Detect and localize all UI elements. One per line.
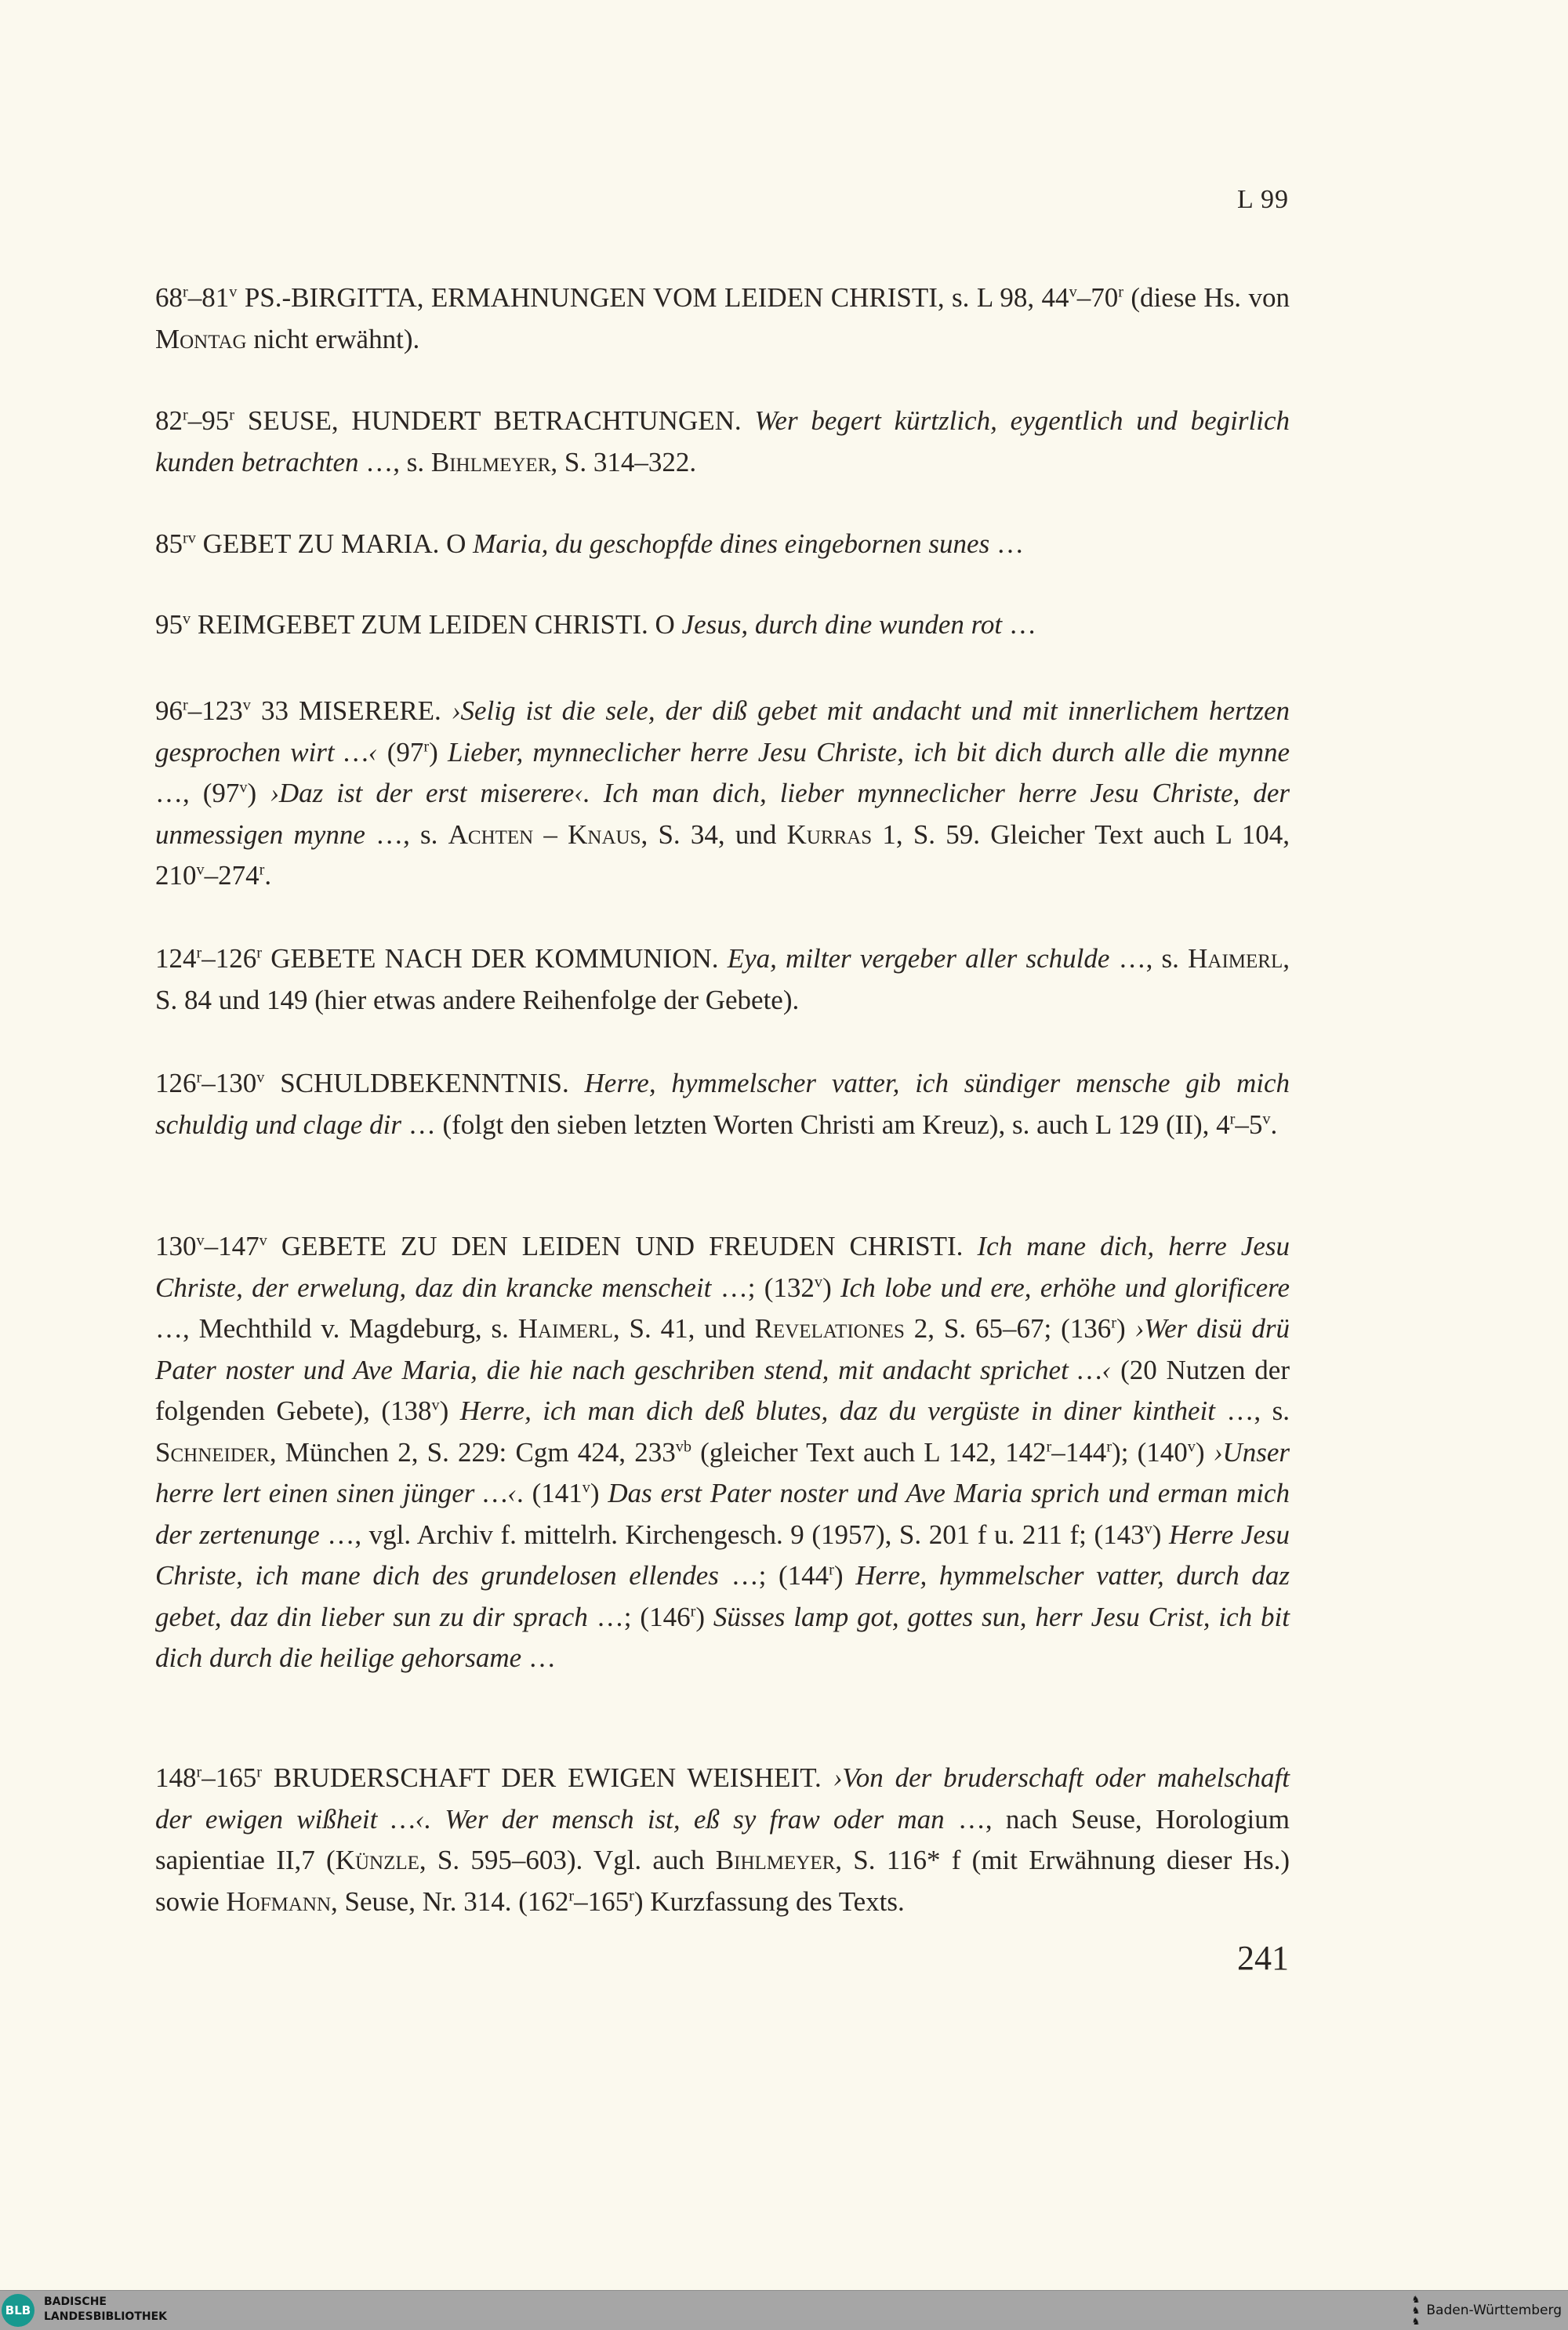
entry-text: , S. 116* f (mit Erwähnung dieser Hs.) sowie bbox=[155, 1845, 1290, 1917]
entry-text: , S. 41, und bbox=[612, 1313, 755, 1344]
entry-text: , Seuse, Nr. 314. (162 bbox=[331, 1885, 569, 1917]
folio-superscript: r bbox=[629, 1886, 634, 1904]
entry-text: SEUSE, HUNDERT BETRACHTUNGEN. bbox=[234, 405, 755, 436]
folio-superscript: v bbox=[196, 861, 205, 879]
entry-text: …; (132 bbox=[711, 1272, 815, 1303]
folio-superscript: r bbox=[196, 944, 202, 962]
entry-text: , S. 34, und bbox=[641, 818, 787, 850]
entry-text: …, vgl. Archiv f. mittelrh. Kirchengesch. 9 (1957), S. 201 f u. 211 f; (143 bbox=[319, 1519, 1145, 1550]
folio-superscript: v bbox=[1144, 1519, 1152, 1537]
entry-text: 96 bbox=[155, 695, 183, 726]
entry-text: ) bbox=[247, 778, 270, 808]
quoted-incipit: Jesus, durch dine wunden rot bbox=[681, 609, 1003, 640]
entry-text: …, (97 bbox=[155, 778, 240, 808]
entry-text: , München 2, S. 229: Cgm 424, 233 bbox=[269, 1436, 676, 1468]
catalog-entry bbox=[155, 938, 1290, 1021]
page-number: 241 bbox=[1237, 1939, 1289, 1977]
catalog-entry bbox=[155, 691, 1290, 897]
folio-superscript: r bbox=[183, 283, 188, 301]
entry-text: 85 bbox=[155, 528, 183, 559]
entry-text: SCHULDBEKENNTNIS. bbox=[264, 1068, 585, 1098]
entry-text: –130 bbox=[201, 1068, 257, 1098]
folio-superscript: v bbox=[239, 778, 248, 797]
entry-text: . (141 bbox=[517, 1478, 583, 1508]
folio-superscript: r bbox=[259, 861, 265, 879]
folio-superscript: r bbox=[183, 696, 188, 714]
author-reference: Bihlmeyer bbox=[715, 1845, 836, 1875]
folio-superscript: r bbox=[229, 406, 235, 424]
entry-text: 126 bbox=[155, 1068, 197, 1098]
folio-superscript: r bbox=[690, 1602, 696, 1620]
catalog-entry bbox=[155, 278, 1290, 360]
entry-text: ) bbox=[833, 1560, 856, 1591]
folio-superscript: r bbox=[196, 1069, 202, 1087]
author-reference: Hofmann bbox=[226, 1885, 332, 1917]
entry-text: 130 bbox=[155, 1231, 197, 1261]
entry-text: PS.-BIRGITTA, ERMAHNUNGEN VOM LEIDEN CHRISTI, s. L 98, 44 bbox=[237, 282, 1069, 313]
quoted-incipit: Herre, hymmelscher vatter, durch daz gebet, daz din lieber sun zu dir sprach bbox=[155, 1560, 1290, 1632]
entry-text: –70 bbox=[1076, 282, 1119, 313]
quoted-incipit: Herre Jesu Christe, ich mane dich des grundelosen ellendes bbox=[155, 1519, 1290, 1591]
entry-text: –123 bbox=[187, 695, 243, 726]
folio-superscript: r bbox=[568, 1886, 575, 1904]
entry-text: . bbox=[1270, 1109, 1278, 1140]
author-reference: Kurras bbox=[786, 818, 873, 850]
folio-superscript: r bbox=[1111, 1314, 1117, 1332]
entry-text: –5 bbox=[1235, 1109, 1263, 1140]
entry-text: ) bbox=[439, 1395, 460, 1426]
library-name[interactable] bbox=[44, 2295, 167, 2325]
folio-superscript: v bbox=[431, 1396, 440, 1414]
catalog-entry bbox=[155, 1063, 1290, 1145]
entry-text: …, s. bbox=[358, 446, 431, 477]
entry-text: (97 bbox=[377, 736, 424, 768]
entry-text: … bbox=[989, 528, 1024, 559]
entry-text: ) bbox=[695, 1601, 713, 1632]
folio-superscript: r bbox=[196, 1763, 202, 1781]
entry-text: GEBETE NACH DER KOMMUNION. bbox=[262, 943, 728, 974]
entry-text: 82 bbox=[155, 405, 183, 436]
folio-superscript: v bbox=[814, 1272, 823, 1290]
catalog-entry bbox=[155, 604, 1290, 646]
entry-text: –274 bbox=[204, 860, 260, 891]
entry-text: (gleicher Text auch L 142, 142 bbox=[691, 1436, 1047, 1468]
entry-text: 148 bbox=[155, 1762, 197, 1793]
entry-text: REIMGEBET ZUM LEIDEN CHRISTI. O bbox=[191, 609, 682, 640]
entry-text: GEBETE ZU DEN LEIDEN UND FREUDEN CHRISTI. bbox=[267, 1231, 978, 1261]
folio-superscript: rv bbox=[183, 529, 196, 547]
state-logo[interactable] bbox=[1412, 2293, 1562, 2328]
lions-icon: ♞ ♞ ♞ bbox=[1411, 2294, 1421, 2327]
author-reference: Bihlmeyer bbox=[430, 446, 551, 477]
quoted-incipit: ›Daz ist der erst miserere‹. Ich man dich, lieber mynneclicher herre Jesu Christe, der unmessigen mynne bbox=[155, 778, 1290, 850]
folio-superscript: v bbox=[582, 1479, 590, 1497]
entry-text: –165 bbox=[201, 1762, 257, 1793]
quoted-incipit: Herre, hymmelscher vatter, ich sündiger mensche gib mich schuldig und clage dir bbox=[155, 1068, 1290, 1140]
folio-superscript: r bbox=[256, 1763, 263, 1781]
entry-text: ) bbox=[1195, 1436, 1214, 1468]
entry-text: GEBET ZU MARIA. O bbox=[195, 528, 474, 559]
entry-text: –147 bbox=[204, 1231, 260, 1261]
catalog-entry bbox=[155, 524, 1290, 565]
folio-superscript: r bbox=[1046, 1437, 1052, 1455]
entry-text: ) bbox=[822, 1272, 841, 1303]
quoted-incipit: Herre, ich man dich deß blutes, daz du vergüste in diner kintheit bbox=[459, 1395, 1215, 1426]
folio-superscript: v bbox=[242, 696, 251, 714]
state-name: Baden-Württemberg bbox=[1426, 2303, 1562, 2318]
quoted-incipit: ›Unser herre lert einen sinen jünger …‹ bbox=[155, 1436, 1290, 1508]
quoted-incipit: Ich lobe und ere, erhöhe und glorificere bbox=[840, 1272, 1290, 1303]
entry-text: 95 bbox=[155, 609, 183, 640]
entry-text: …; (146 bbox=[587, 1601, 691, 1632]
entry-text: …, nach Seuse, Horologium sapientiae II,7 ( bbox=[155, 1803, 1290, 1875]
folio-superscript: v bbox=[183, 610, 191, 628]
footer-bar bbox=[0, 2290, 1568, 2330]
entry-text: ) Kurzfassung des Texts. bbox=[633, 1885, 905, 1917]
entry-text: …, s. bbox=[1109, 943, 1189, 974]
library-name-line-1: BADISCHE bbox=[44, 2296, 107, 2308]
folio-superscript: v bbox=[229, 283, 238, 301]
entry-text: (20 Nutzen der folgenden Gebete), (138 bbox=[155, 1354, 1290, 1426]
author-reference: Haimerl bbox=[1188, 943, 1283, 974]
blb-logo-icon[interactable]: BLB bbox=[2, 2294, 34, 2327]
author-reference: Montag bbox=[155, 323, 247, 354]
quoted-incipit: Maria, du geschopfde dines eingebornen sunes bbox=[473, 528, 990, 559]
entry-text: , S. 314–322. bbox=[550, 446, 697, 477]
catalog-entry bbox=[155, 401, 1290, 483]
folio-superscript: r bbox=[1118, 283, 1123, 301]
entry-text: …, s. bbox=[1214, 1395, 1290, 1426]
entry-text: –165 bbox=[574, 1885, 630, 1917]
author-reference: Künzle bbox=[335, 1845, 419, 1875]
entry-text: ) bbox=[1116, 1313, 1135, 1344]
entry-text: … bbox=[1002, 609, 1036, 640]
entry-text: ) bbox=[429, 736, 448, 768]
folio-superscript: r bbox=[829, 1561, 834, 1579]
quoted-incipit: Wer begert kürtzlich, eygentlich und begirlich kunden betrachten bbox=[155, 405, 1290, 477]
entry-text: ) bbox=[590, 1478, 608, 1508]
entry-text: , S. 595–603). Vgl. auch bbox=[419, 1845, 716, 1875]
folio-superscript: r bbox=[423, 737, 430, 755]
entry-text: –95 bbox=[187, 405, 230, 436]
quoted-incipit: Ich mane dich, herre Jesu Christe, der erwelung, daz din krancke menscheit bbox=[155, 1231, 1290, 1303]
folio-superscript: r bbox=[1106, 1437, 1112, 1455]
entry-text: BRUDERSCHAFT DER EWIGEN WEISHEIT. bbox=[262, 1762, 833, 1793]
author-reference: Achten – Knaus bbox=[448, 818, 641, 850]
quoted-incipit: ›Von der bruderschaft oder mahelschaft der ewigen wißheit …‹. Wer der mensch ist, eß sy fraw oder man bbox=[155, 1762, 1290, 1835]
entry-text: 68 bbox=[155, 282, 183, 313]
entry-text: 33 MISERERE. bbox=[250, 695, 452, 726]
entry-text: ); (140 bbox=[1112, 1436, 1188, 1468]
folio-superscript: v bbox=[1187, 1437, 1196, 1455]
folio-superscript: r bbox=[183, 406, 188, 424]
folio-superscript: v bbox=[256, 1069, 265, 1087]
folio-superscript: r bbox=[1229, 1109, 1236, 1127]
folio-superscript: v bbox=[1262, 1109, 1271, 1127]
entry-text: … bbox=[521, 1642, 556, 1673]
entry-text: –144 bbox=[1051, 1436, 1107, 1468]
quoted-incipit: Eya, milter vergeber aller schulde bbox=[727, 943, 1110, 974]
entry-text: 124 bbox=[155, 943, 197, 974]
folio-superscript: v bbox=[196, 1232, 205, 1250]
quoted-incipit: ›Wer disü drü Pater noster und Ave Maria, die hie nach geschriben stend, mit andacht sprichet …‹ bbox=[155, 1313, 1290, 1385]
entry-text: ) bbox=[1152, 1519, 1169, 1550]
entry-text: …, Mechthild v. Magdeburg, s. bbox=[155, 1313, 518, 1344]
entry-text: 1, S. 59. Gleicher Text auch L 104, 210 bbox=[155, 818, 1290, 891]
author-reference: Revelationes bbox=[754, 1313, 905, 1344]
author-reference: Schneider bbox=[155, 1436, 270, 1468]
entry-text: 2, S. 65–67; (136 bbox=[904, 1313, 1112, 1344]
author-reference: Haimerl bbox=[517, 1313, 613, 1344]
entry-text: … (folgt den sieben letzten Worten Christi am Kreuz), s. auch L 129 (II), 4 bbox=[401, 1109, 1230, 1140]
quoted-incipit: Lieber, mynneclicher herre Jesu Christe, ich bit dich durch alle die mynne bbox=[448, 736, 1290, 768]
library-name-line-2: LANDESBIBLIOTHEK bbox=[44, 2310, 168, 2323]
catalog-entry bbox=[155, 1758, 1290, 1922]
entry-text: …, s. bbox=[365, 818, 448, 850]
entry-text: . bbox=[264, 860, 272, 891]
entry-text: , S. 84 und 149 (hier etwas andere Reihenfolge der Gebete). bbox=[155, 943, 1290, 1015]
entry-text: –126 bbox=[201, 943, 257, 974]
entry-text: nicht erwähnt). bbox=[246, 323, 420, 354]
folio-superscript: v bbox=[1069, 283, 1077, 301]
catalog-entry bbox=[155, 1226, 1290, 1679]
running-head: L 99 bbox=[1236, 185, 1289, 214]
folio-superscript: v bbox=[259, 1232, 267, 1250]
folio-superscript: vb bbox=[675, 1437, 691, 1455]
entry-text: …; (144 bbox=[718, 1560, 829, 1591]
quoted-incipit: ›Selig ist die sele, der diß gebet mit andacht und mit innerlichem hertzen gesprochen wirt …‹ bbox=[155, 695, 1290, 768]
entry-text: –81 bbox=[187, 282, 230, 313]
quoted-incipit: Das erst Pater noster und Ave Maria sprich und erman mich der zertenunge bbox=[155, 1478, 1290, 1550]
entry-text: (diese Hs. von bbox=[1123, 282, 1290, 313]
quoted-incipit: Süsses lamp got, gottes sun, herr Jesu Crist, ich bit dich durch die heilige gehorsame bbox=[155, 1601, 1290, 1673]
folio-superscript: r bbox=[256, 944, 263, 962]
